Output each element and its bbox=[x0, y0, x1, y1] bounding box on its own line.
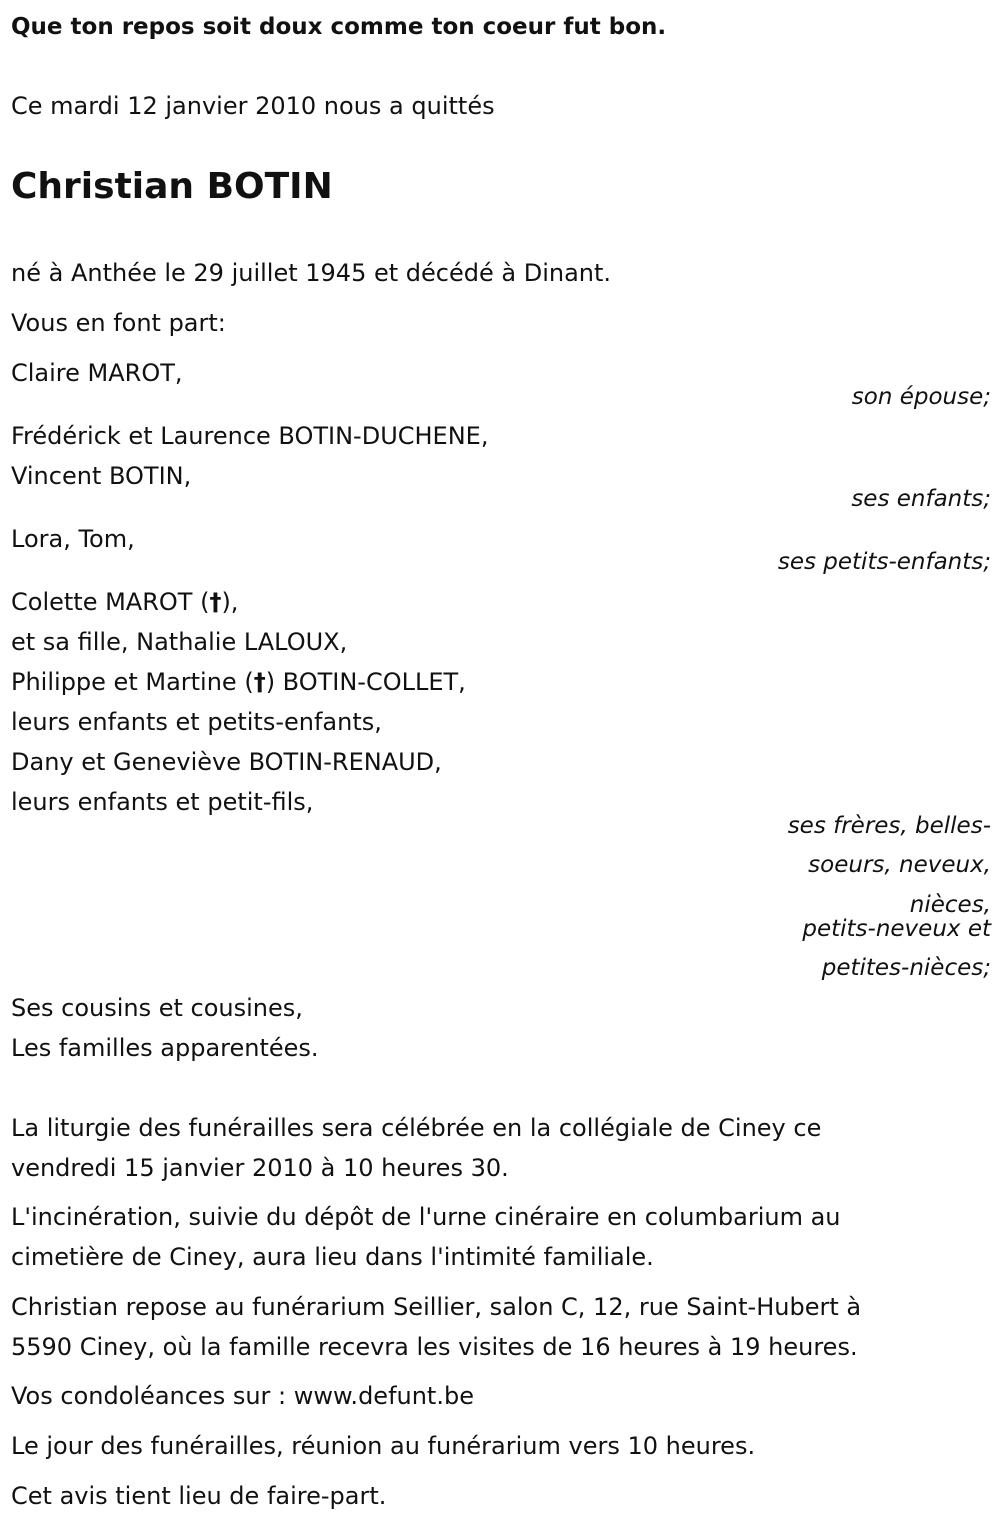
siblings-line-1-post: ), bbox=[221, 588, 239, 616]
cross-icon: † bbox=[209, 588, 222, 616]
siblings-line-2: et sa fille, Nathalie LALOUX, bbox=[11, 628, 348, 656]
intro-line: Ce mardi 12 janvier 2010 nous a quittés bbox=[11, 92, 495, 120]
siblings-line-4: leurs enfants et petits-enfants, bbox=[11, 708, 382, 736]
spouse-name: Claire MAROT, bbox=[11, 359, 183, 387]
deceased-name: Christian BOTIN bbox=[11, 166, 333, 207]
siblings-line-3-pre: Philippe et Martine ( bbox=[11, 668, 254, 696]
funerarium-line-2: 5590 Ciney, où la famille recevra les visites de 16 heures à 19 heures. bbox=[11, 1333, 858, 1361]
condolences-line: Vos condoléances sur : www.defunt.be bbox=[11, 1382, 474, 1410]
siblings-role-3: nièces, bbox=[909, 892, 991, 918]
incineration-line-2: cimetière de Ciney, aura lieu dans l'intimité familiale. bbox=[11, 1243, 654, 1271]
spouse-role: son épouse; bbox=[851, 384, 991, 410]
siblings-role-5: petites-nièces; bbox=[821, 955, 991, 981]
siblings-role-4: petits-neveux et bbox=[802, 916, 991, 942]
cousins-line: Ses cousins et cousines, bbox=[11, 994, 303, 1022]
notice-line: Cet avis tient lieu de faire-part. bbox=[11, 1482, 387, 1510]
siblings-line-6: leurs enfants et petit-fils, bbox=[11, 788, 314, 816]
epigraph: Que ton repos soit doux comme ton coeur fut bon. bbox=[11, 14, 667, 40]
cross-icon: † bbox=[253, 668, 266, 696]
siblings-line-1-pre: Colette MAROT ( bbox=[11, 588, 210, 616]
siblings-line-3-post: ) BOTIN-COLLET, bbox=[265, 668, 466, 696]
meeting-line: Le jour des funérailles, réunion au funérarium vers 10 heures. bbox=[11, 1432, 756, 1460]
birth-death-line: né à Anthée le 29 juillet 1945 et décédé à Dinant. bbox=[11, 259, 612, 287]
incineration-line-1: L'incinération, suivie du dépôt de l'urne cinéraire en columbarium au bbox=[11, 1203, 841, 1231]
siblings-role-2: soeurs, neveux, bbox=[808, 852, 991, 878]
liturgy-line-2: vendredi 15 janvier 2010 à 10 heures 30. bbox=[11, 1154, 509, 1182]
children-line-2: Vincent BOTIN, bbox=[11, 462, 192, 490]
siblings-line-5: Dany et Geneviève BOTIN-RENAUD, bbox=[11, 748, 442, 776]
children-role: ses enfants; bbox=[851, 486, 991, 512]
siblings-line-3 bbox=[11, 667, 466, 697]
siblings-role-1: ses frères, belles- bbox=[787, 813, 991, 839]
announce-line: Vous en font part: bbox=[11, 309, 226, 337]
liturgy-line-1: La liturgie des funérailles sera célébrée en la collégiale de Ciney ce bbox=[11, 1114, 822, 1142]
grandchildren-role: ses petits-enfants; bbox=[777, 549, 991, 575]
families-line: Les familles apparentées. bbox=[11, 1034, 319, 1062]
children-line-1: Frédérick et Laurence BOTIN-DUCHENE, bbox=[11, 422, 489, 450]
grandchildren-names: Lora, Tom, bbox=[11, 525, 135, 553]
funerarium-line-1: Christian repose au funérarium Seillier, salon C, 12, rue Saint-Hubert à bbox=[11, 1293, 862, 1321]
siblings-line-1 bbox=[11, 587, 238, 617]
